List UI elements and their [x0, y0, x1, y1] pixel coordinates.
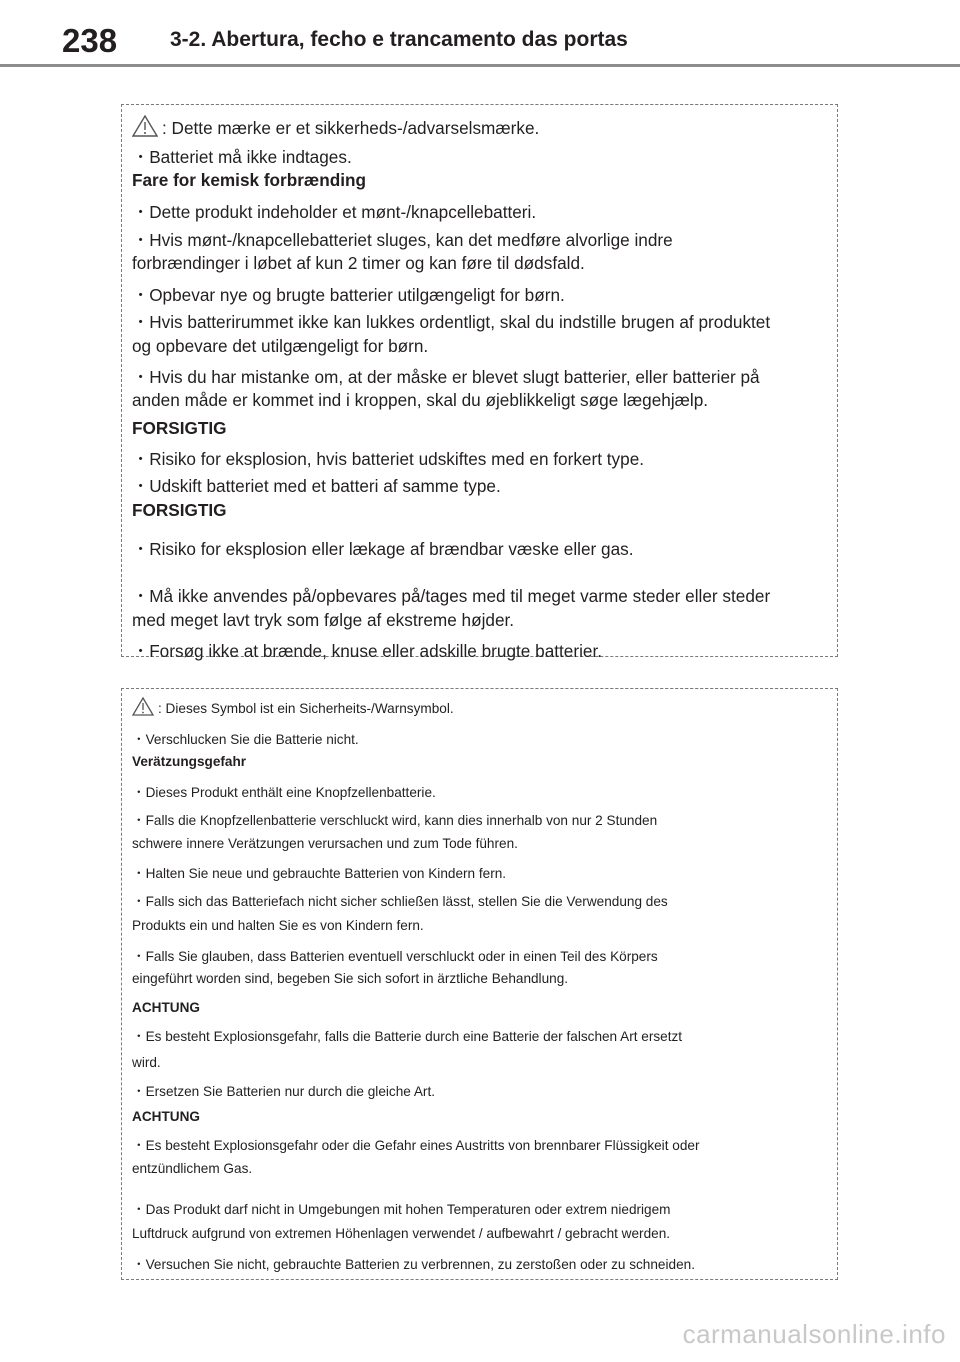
german-warning-text-line: ・Ersetzen Sie Batterien nur durch die gleiche Art.: [132, 1084, 435, 1099]
german-warning-text-line: ・Dieses Produkt enthält eine Knopfzellenbatterie.: [132, 785, 436, 800]
danish-warning-text-line: ・Hvis du har mistanke om, at der måske er blevet slugt batterier, eller batterier på: [132, 367, 760, 387]
danish-warning-text-line: ・Risiko for eksplosion, hvis batteriet udskiftes med en forkert type.: [132, 449, 645, 469]
danish-warning-text-line: ・Opbevar nye og brugte batterier utilgængeligt for børn.: [132, 285, 565, 305]
german-warning-heading: ACHTUNG: [132, 1109, 200, 1124]
german-warning-text-line: ・Es besteht Explosionsgefahr, falls die Batterie durch eine Batterie der falschen Art ersetzt: [132, 1029, 683, 1044]
german-warning-text-line: wird.: [132, 1055, 161, 1070]
warning-triangle-icon: [132, 697, 154, 719]
danish-warning-heading: FORSIGTIG: [132, 500, 227, 520]
german-warning-text-line: eingeführt worden sind, begeben Sie sich sofort in ärztliche Behandlung.: [132, 971, 569, 986]
german-warning-text-line: ・Falls Sie glauben, dass Batterien eventuell verschluckt oder in einen Teil des Körpers: [132, 949, 658, 964]
german-warning-text-line: ・Falls sich das Batteriefach nicht sicher schließen lässt, stellen Sie die Verwendung des: [132, 894, 668, 909]
danish-warning-text-line: og opbevare det utilgængeligt for børn.: [132, 336, 429, 356]
danish-warning-text-line: ・Hvis mønt-/knapcellebatteriet sluges, kan det medføre alvorlige indre: [132, 230, 673, 250]
german-warning-text-line: Luftdruck aufgrund von extremen Höhenlagen verwendet / aufbewahrt / gebracht werden.: [132, 1226, 671, 1241]
warning-triangle-icon: [132, 115, 158, 142]
box-top-rule: [121, 104, 838, 105]
watermark-logo: carmanualsonline.info: [682, 1319, 946, 1349]
warning-symbol-text: : Dieses Symbol ist ein Sicherheits-/Warnsymbol.: [158, 701, 454, 716]
german-warning-heading: ACHTUNG: [132, 1000, 200, 1015]
german-warning-box: [121, 688, 838, 1280]
page-number: 238: [62, 22, 118, 59]
german-warning-text-line: ・Versuchen Sie nicht, gebrauchte Batterien zu verbrennen, zu zerstoßen oder zu schneiden.: [132, 1257, 695, 1272]
warning-symbol-text: : Dette mærke er et sikkerheds-/advarselsmærke.: [162, 118, 540, 138]
section-title: 3-2. Abertura, fecho e trancamento das portas: [170, 28, 628, 51]
danish-warning-text-line: ・Batteriet må ikke indtages.: [132, 147, 352, 167]
danish-warning-box: [121, 104, 838, 661]
danish-warning-text-line: anden måde er kommet ind i kroppen, skal du øjeblikkeligt søge lægehjælp.: [132, 390, 709, 410]
danish-warning-text-line: ・Risiko for eksplosion eller lækage af brændbar væske eller gas.: [132, 539, 634, 559]
header-divider: [0, 64, 960, 67]
danish-warning-text-line: ・Må ikke anvendes på/opbevares på/tages med til meget varme steder eller steder: [132, 586, 771, 606]
danish-warning-heading: FORSIGTIG: [132, 418, 227, 438]
danish-warning-text-line: med meget lavt tryk som følge af ekstreme højder.: [132, 610, 515, 630]
danish-warning-text-line: ・Forsøg ikke at brænde, knuse eller adskille brugte batterier.: [132, 641, 603, 661]
danish-warning-text-line: ・Dette produkt indeholder et mønt-/knapcellebatteri.: [132, 202, 537, 222]
german-warning-text-line: schwere innere Verätzungen verursachen und zum Tode führen.: [132, 836, 518, 851]
german-warning-text-line: ・Verschlucken Sie die Batterie nicht.: [132, 732, 359, 747]
danish-warning-text-line: forbrændinger i løbet af kun 2 timer og kan føre til dødsfald.: [132, 253, 585, 273]
german-warning-text-line: ・Das Produkt darf nicht in Umgebungen mit hohen Temperaturen oder extrem niedrigem: [132, 1202, 671, 1217]
danish-warning-text-line: ・Hvis batterirummet ikke kan lukkes ordentligt, skal du indstille brugen af produktet: [132, 312, 771, 332]
german-warning-text-line: Produkts ein und halten Sie es von Kindern fern.: [132, 918, 424, 933]
warning-symbol-line: [132, 115, 539, 142]
german-warning-text-line: ・Halten Sie neue und gebrauchte Batterien von Kindern fern.: [132, 866, 507, 881]
page-header: [0, 0, 960, 70]
danish-warning-heading: Fare for kemisk forbrænding: [132, 170, 366, 190]
german-warning-text-line: entzündlichem Gas.: [132, 1161, 253, 1176]
german-warning-heading: Verätzungsgefahr: [132, 754, 247, 769]
danish-warning-text-line: ・Udskift batteriet med et batteri af samme type.: [132, 476, 501, 496]
box-top-rule: [121, 688, 838, 689]
german-warning-text-line: ・Falls die Knopfzellenbatterie verschluckt wird, kann dies innerhalb von nur 2 Stunden: [132, 813, 658, 828]
german-warning-text-line: ・Es besteht Explosionsgefahr oder die Gefahr eines Austritts von brennbarer Flüssigkeit oder: [132, 1138, 700, 1153]
warning-symbol-line: [132, 697, 454, 719]
